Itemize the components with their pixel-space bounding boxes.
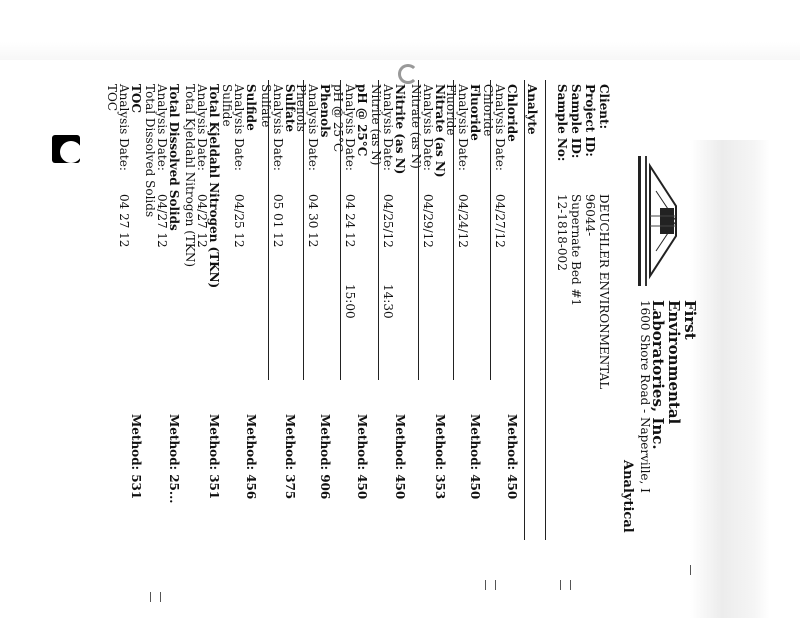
analysis-date-label: Analysis Date: <box>381 84 395 171</box>
analyte-name: TOC <box>129 84 143 113</box>
analysis-date-value: 04 24 12 <box>343 194 357 248</box>
analysis-method: Method: 375 <box>283 414 297 500</box>
analyte-name: Fluoride <box>468 84 482 141</box>
analyte-row-rule <box>378 80 379 380</box>
analyte-result-name: Sulfate <box>259 84 273 128</box>
margin-tick <box>485 580 486 590</box>
analysis-method: Method: 353 <box>433 414 447 500</box>
analysis-method: Method: 351 <box>207 414 221 500</box>
analysis-date-value: 04/27 12 <box>155 194 169 248</box>
analyte-result-name: TOC <box>105 84 119 112</box>
company-logo-building <box>636 146 680 296</box>
analyte-result-name: pH @ 25°C <box>331 84 345 153</box>
analysis-date-label: Analysis Date: <box>343 84 357 171</box>
analyte-result-name: Fluoride <box>444 84 458 136</box>
sample-id-label: Sample ID: <box>569 84 583 159</box>
project-id-label: Project ID: <box>583 84 597 157</box>
analyte-row-rule <box>418 80 419 380</box>
analyte-row-rule <box>303 80 304 380</box>
margin-tick <box>560 580 561 590</box>
analysis-date-label: Analysis Date: <box>271 84 285 171</box>
analysis-date-value: 04/24/12 <box>456 194 470 248</box>
analyte-result-name: Total Dissolved Solids <box>143 84 157 218</box>
margin-tick <box>570 580 571 590</box>
analysis-time-value: 14:30 <box>381 284 395 319</box>
analyte-name: Chloride <box>505 84 519 142</box>
analysis-method: Method: 456 <box>244 414 258 500</box>
punch-hole-mark <box>52 135 80 163</box>
analysis-date-value: 04/29/12 <box>421 194 435 248</box>
margin-tick <box>150 592 151 602</box>
analysis-method: Method: 450 <box>505 414 519 500</box>
analyte-result-name: Total Kjeldahl Nitrogen (TKN) <box>183 84 197 268</box>
analyte-result-name: Phenols <box>294 84 308 132</box>
analyte-column-header: Analyte <box>525 84 539 135</box>
report-title: Analytical <box>620 460 635 533</box>
analysis-date-value: 04/25/12 <box>381 194 395 248</box>
analysis-date-value: 05 01 12 <box>271 194 285 248</box>
analysis-date-label: Analysis Date: <box>117 84 131 171</box>
analyte-name: Sulfide <box>244 84 258 131</box>
margin-tick <box>160 592 161 602</box>
analyte-result-name: Nitrate (as N) <box>409 84 423 169</box>
margin-tick <box>690 565 691 575</box>
analysis-date-value: 04/25 12 <box>232 194 246 248</box>
margin-tick <box>495 580 496 590</box>
analyte-result-name: Sulfide <box>220 84 234 127</box>
analysis-date-label: Analysis Date: <box>195 84 209 171</box>
analyte-name: Nitrate (as N) <box>433 84 447 178</box>
company-name-line3: Laboratories, Inc. <box>649 300 667 450</box>
analyte-name: Total Dissolved Solids <box>167 84 181 231</box>
client-value: DEUCHLER ENVIRONMENTAL <box>597 194 611 390</box>
analyte-name: Phenols <box>318 84 332 138</box>
analyte-row-rule <box>268 80 269 380</box>
company-name-line1: First <box>681 300 699 340</box>
analyte-row-rule <box>340 80 341 380</box>
analysis-date-label: Analysis Date: <box>456 84 470 171</box>
company-name-line2: Environmental <box>665 300 683 425</box>
sample-id-value: Supernate Bed #1 <box>569 194 583 307</box>
scan-shadow-strip <box>690 140 770 618</box>
analysis-date-label: Analysis Date: <box>493 84 507 171</box>
analysis-date-label: Analysis Date: <box>306 84 320 171</box>
staple-mark <box>398 64 418 84</box>
analyte-row-rule <box>490 80 491 380</box>
analysis-date-value: 04 30 12 <box>306 194 320 248</box>
analysis-method: Method: 906 <box>318 414 332 500</box>
analysis-date-value: 04/27 12 <box>195 194 209 248</box>
analysis-date-value: 04 27 12 <box>117 194 131 248</box>
analysis-date-label: Analysis Date: <box>232 84 246 171</box>
analysis-method: Method: 531 <box>129 414 143 500</box>
analysis-time-value: 15:00 <box>343 284 357 319</box>
analyte-result-name: Nitrite (as N) <box>369 84 383 166</box>
analyte-name: Sulfate <box>283 84 297 133</box>
analyte-row-rule <box>453 80 454 380</box>
analysis-method: Method: 25... <box>167 414 181 504</box>
analysis-method: Method: 450 <box>393 414 407 500</box>
analyte-name: pH @ 25°C <box>355 84 369 157</box>
client-label: Client: <box>597 84 611 129</box>
header-rule <box>545 80 546 540</box>
scan-top-edge <box>0 0 800 60</box>
project-id-value: 96044- <box>583 194 597 237</box>
analysis-method: Method: 450 <box>355 414 369 500</box>
analysis-date-value: 04/27/12 <box>493 194 507 248</box>
analyte-result-name: Chloride <box>481 84 495 137</box>
analysis-method: Method: 450 <box>468 414 482 500</box>
analysis-date-label: Analysis Date: <box>421 84 435 171</box>
sample-no-label: Sample No: <box>555 84 569 162</box>
analyte-header-rule <box>524 80 525 540</box>
analyte-name: Total Kjeldahl Nitrogen (TKN) <box>207 84 221 289</box>
analysis-date-label: Analysis Date: <box>155 84 169 171</box>
company-address: 1600 Shore Road - Naperville, I <box>638 300 652 493</box>
sample-no-value: 12-1818-002 <box>555 194 569 271</box>
analyte-name: Nitrite (as N) <box>393 84 407 175</box>
